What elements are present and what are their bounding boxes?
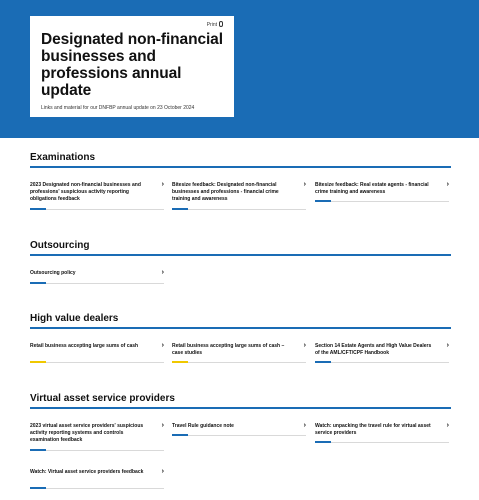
card-accent-bar	[30, 449, 46, 451]
card-label: Watch: unpacking the travel rule for virtual asset service providers	[315, 423, 431, 436]
card-accent-bar	[315, 361, 331, 363]
card-divider	[172, 435, 306, 436]
chevron-right-icon: ›	[446, 181, 449, 188]
card-accent-bar	[172, 361, 188, 363]
chevron-right-icon: ›	[161, 181, 164, 188]
card-divider	[172, 362, 306, 363]
card-accent-bar	[315, 200, 331, 202]
chevron-right-icon: ›	[161, 342, 164, 349]
hero-banner	[0, 0, 479, 138]
section-rule	[30, 407, 451, 409]
card-label: Retail business accepting large sums of cash –case studies	[172, 343, 285, 356]
section-rule	[30, 327, 451, 329]
section-title-examinations: Examinations	[30, 152, 96, 163]
section-title-high-value-dealers: High value dealers	[30, 313, 119, 324]
card-label: 2023 Designated non-financial businesses and professions' suspicious activity reporting obligations feedback	[30, 182, 141, 202]
card-divider	[30, 209, 164, 210]
card-accent-bar	[315, 441, 331, 443]
chevron-right-icon: ›	[446, 422, 449, 429]
card-divider	[315, 201, 449, 202]
card-label: 2023 virtual asset service providers' suspicious activity reporting systems and controls examination feedback	[30, 423, 144, 443]
card-label: Retail business accepting large sums of cash	[30, 343, 139, 349]
page-title: Designated non-financial businesses and professions annual update	[41, 31, 223, 99]
hero-card	[30, 16, 234, 117]
card-label: Outsourcing policy	[30, 270, 76, 276]
chevron-right-icon: ›	[446, 342, 449, 349]
print-icon	[219, 21, 223, 27]
chevron-right-icon: ›	[161, 269, 164, 276]
card-divider	[30, 488, 164, 489]
print-label: Print	[206, 22, 217, 28]
card-divider	[172, 209, 306, 210]
section-title-virtual-asset-service-providers: Virtual asset service providers	[30, 393, 175, 404]
card-accent-bar	[30, 208, 46, 210]
card-accent-bar	[30, 361, 46, 363]
card-divider	[30, 450, 164, 451]
card-label: Bitesize feedback: Designated non-financial businesses and professions - financial crime training and awareness	[172, 182, 279, 202]
card-divider	[30, 362, 164, 363]
card-label: Section 14 Estate Agents and High Value Dealers of the AML/CFT/CPF Handbook	[315, 343, 432, 356]
card-accent-bar	[172, 208, 188, 210]
card-divider	[30, 283, 164, 284]
print-button[interactable]	[207, 21, 223, 28]
chevron-right-icon: ›	[161, 468, 164, 475]
card-label: Travel Rule guidance note	[172, 423, 234, 429]
card-divider	[315, 442, 449, 443]
card-label: Watch: Virtual asset service providers feedback	[30, 469, 144, 475]
card-label: Bitesize feedback: Real estate agents - financial crime training and awareness	[315, 182, 429, 195]
card-accent-bar	[30, 282, 46, 284]
card-accent-bar	[30, 487, 46, 489]
section-title-outsourcing: Outsourcing	[30, 240, 90, 251]
page-subtitle: Links and material for our DNFBP annual update on 23 October 2024	[41, 105, 195, 111]
card-divider	[315, 362, 449, 363]
chevron-right-icon: ›	[161, 422, 164, 429]
chevron-right-icon: ›	[303, 181, 306, 188]
chevron-right-icon: ›	[303, 422, 306, 429]
section-rule	[30, 254, 451, 256]
section-rule	[30, 166, 451, 168]
chevron-right-icon: ›	[303, 342, 306, 349]
card-accent-bar	[172, 434, 188, 436]
